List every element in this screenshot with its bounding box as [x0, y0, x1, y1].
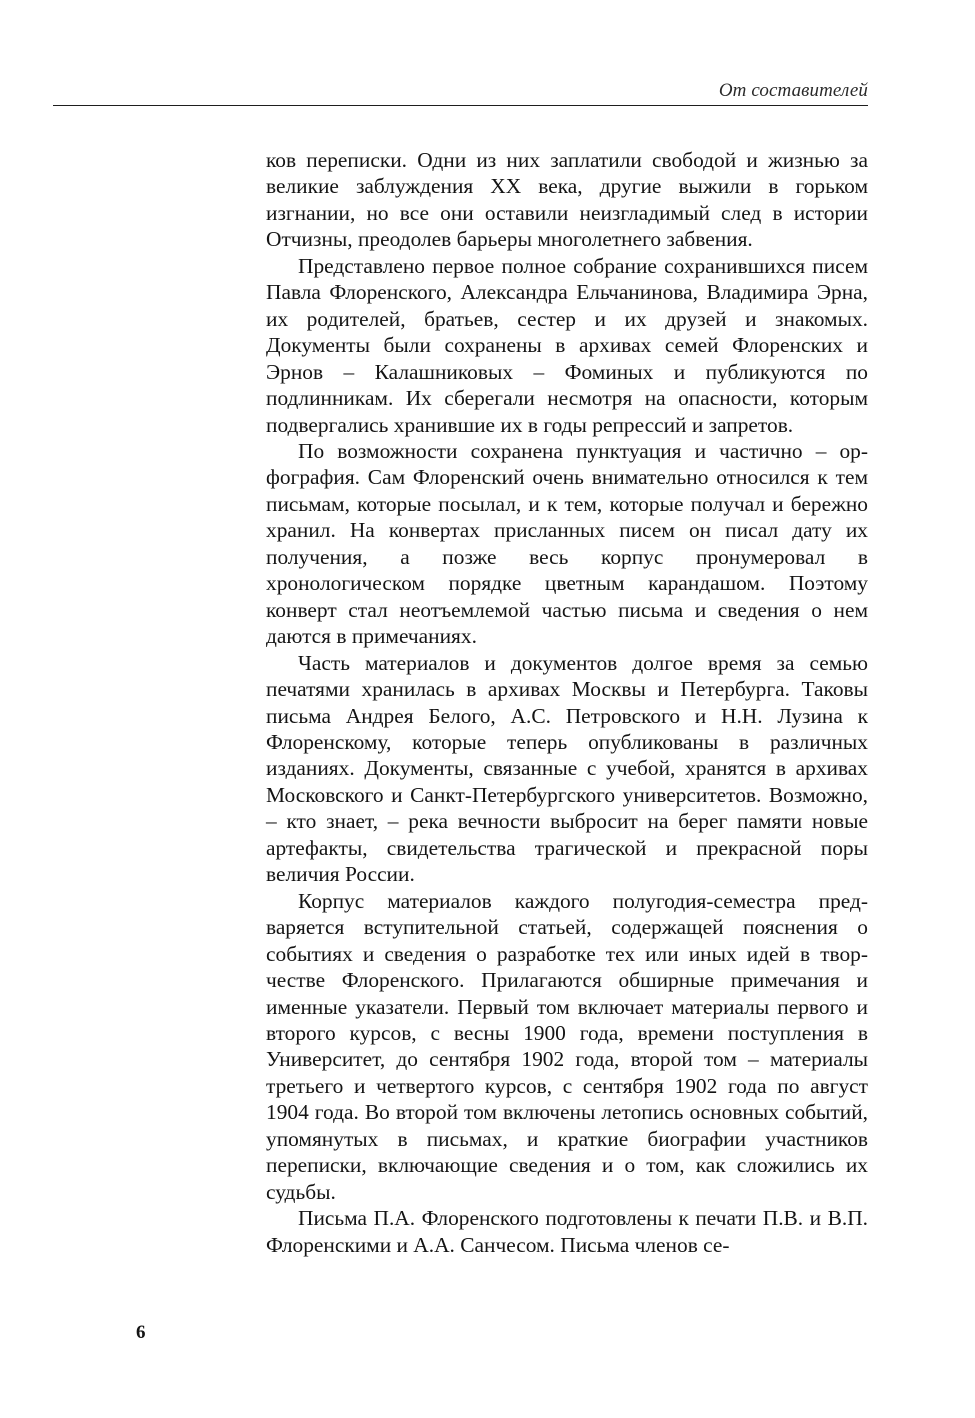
- header-rule: [53, 105, 868, 106]
- paragraph-2: Представлено первое полное собрание сохранившихся писем Павла Флоренского, Александра Ельчанинова, Владимира Эрна, их родителей, братьев, сестер и их друзей и знакомых. Документы были сохранены в архивах семей Флоренских и Эрнов – Калашниковых – Фоминых и публикуются по подлинникам. Их сберегали несмотря на опасности, которым подвергались хранившие их в годы репрессий и запретов.: [266, 253, 868, 437]
- main-text: [266, 147, 868, 1258]
- paragraph-3: По возможности сохранена пунктуация и частично – орфография. Сам Флоренский очень внимательно относился к тем письмам, которые посылал, и к тем, которые получал и бережно хранил. На конвертах присланных писем он писал дату их получения, а позже весь корпус пронумеровал в хронологическом порядке цветным карандашом. Поэтому конверт стал неотъемлемой частью письма и сведения о нем даются в примечаниях.: [266, 438, 868, 649]
- paragraph-4: Часть материалов и документов долгое время за семью печатями хранилась в архивах Москвы и Петербурга. Таковы письма Андрея Белого, А.С. Петровского и Н.Н. Лузина к Флоренскому, которые теперь опубликованы в различных изданиях. Документы, связанные с учебой, хранятся в архивах Московского и Санкт-Петербургского университетов. Возможно, – кто знает, – река вечности выбросит на берег памяти новые артефакты, свидетельства трагической и прекрасной поры величия России.: [266, 650, 868, 887]
- paragraph-5: Корпус материалов каждого полугодия-семестра предваряется вступительной статьей, содержащей пояснения о событиях и сведения о разработке тех или иных идей в творчестве Флоренского. Прилагаются обширные примечания и именные указатели. Первый том включает материалы первого и второго курсов, с весны 1900 года, времени поступления в Университет, до сентября 1902 года, второй том – материалы третьего и четвертого курсов, с сентября 1902 года по август 1904 года. Во второй том включены летопись основных событий, упомянутых в письмах, и краткие биографии участников переписки, включающие сведения и о том, как сложились их судьбы.: [266, 888, 868, 1204]
- paragraph-6: Письма П.А. Флоренского подготовлены к печати П.В. и В.П. Флоренскими и А.А. Санчесом. Письма членов се-: [266, 1206, 868, 1257]
- page-number: 6: [136, 1322, 146, 1343]
- running-header: От составителей: [718, 80, 868, 101]
- paragraph-1: ков переписки. Одни из них заплатили свободой и жизнью за великие заблуждения XX века, другие выжили в горьком изгнании, но все они оставили неизгладимый след в истории Отчизны, преодолев барьеры многолетнего забвения.: [266, 148, 868, 252]
